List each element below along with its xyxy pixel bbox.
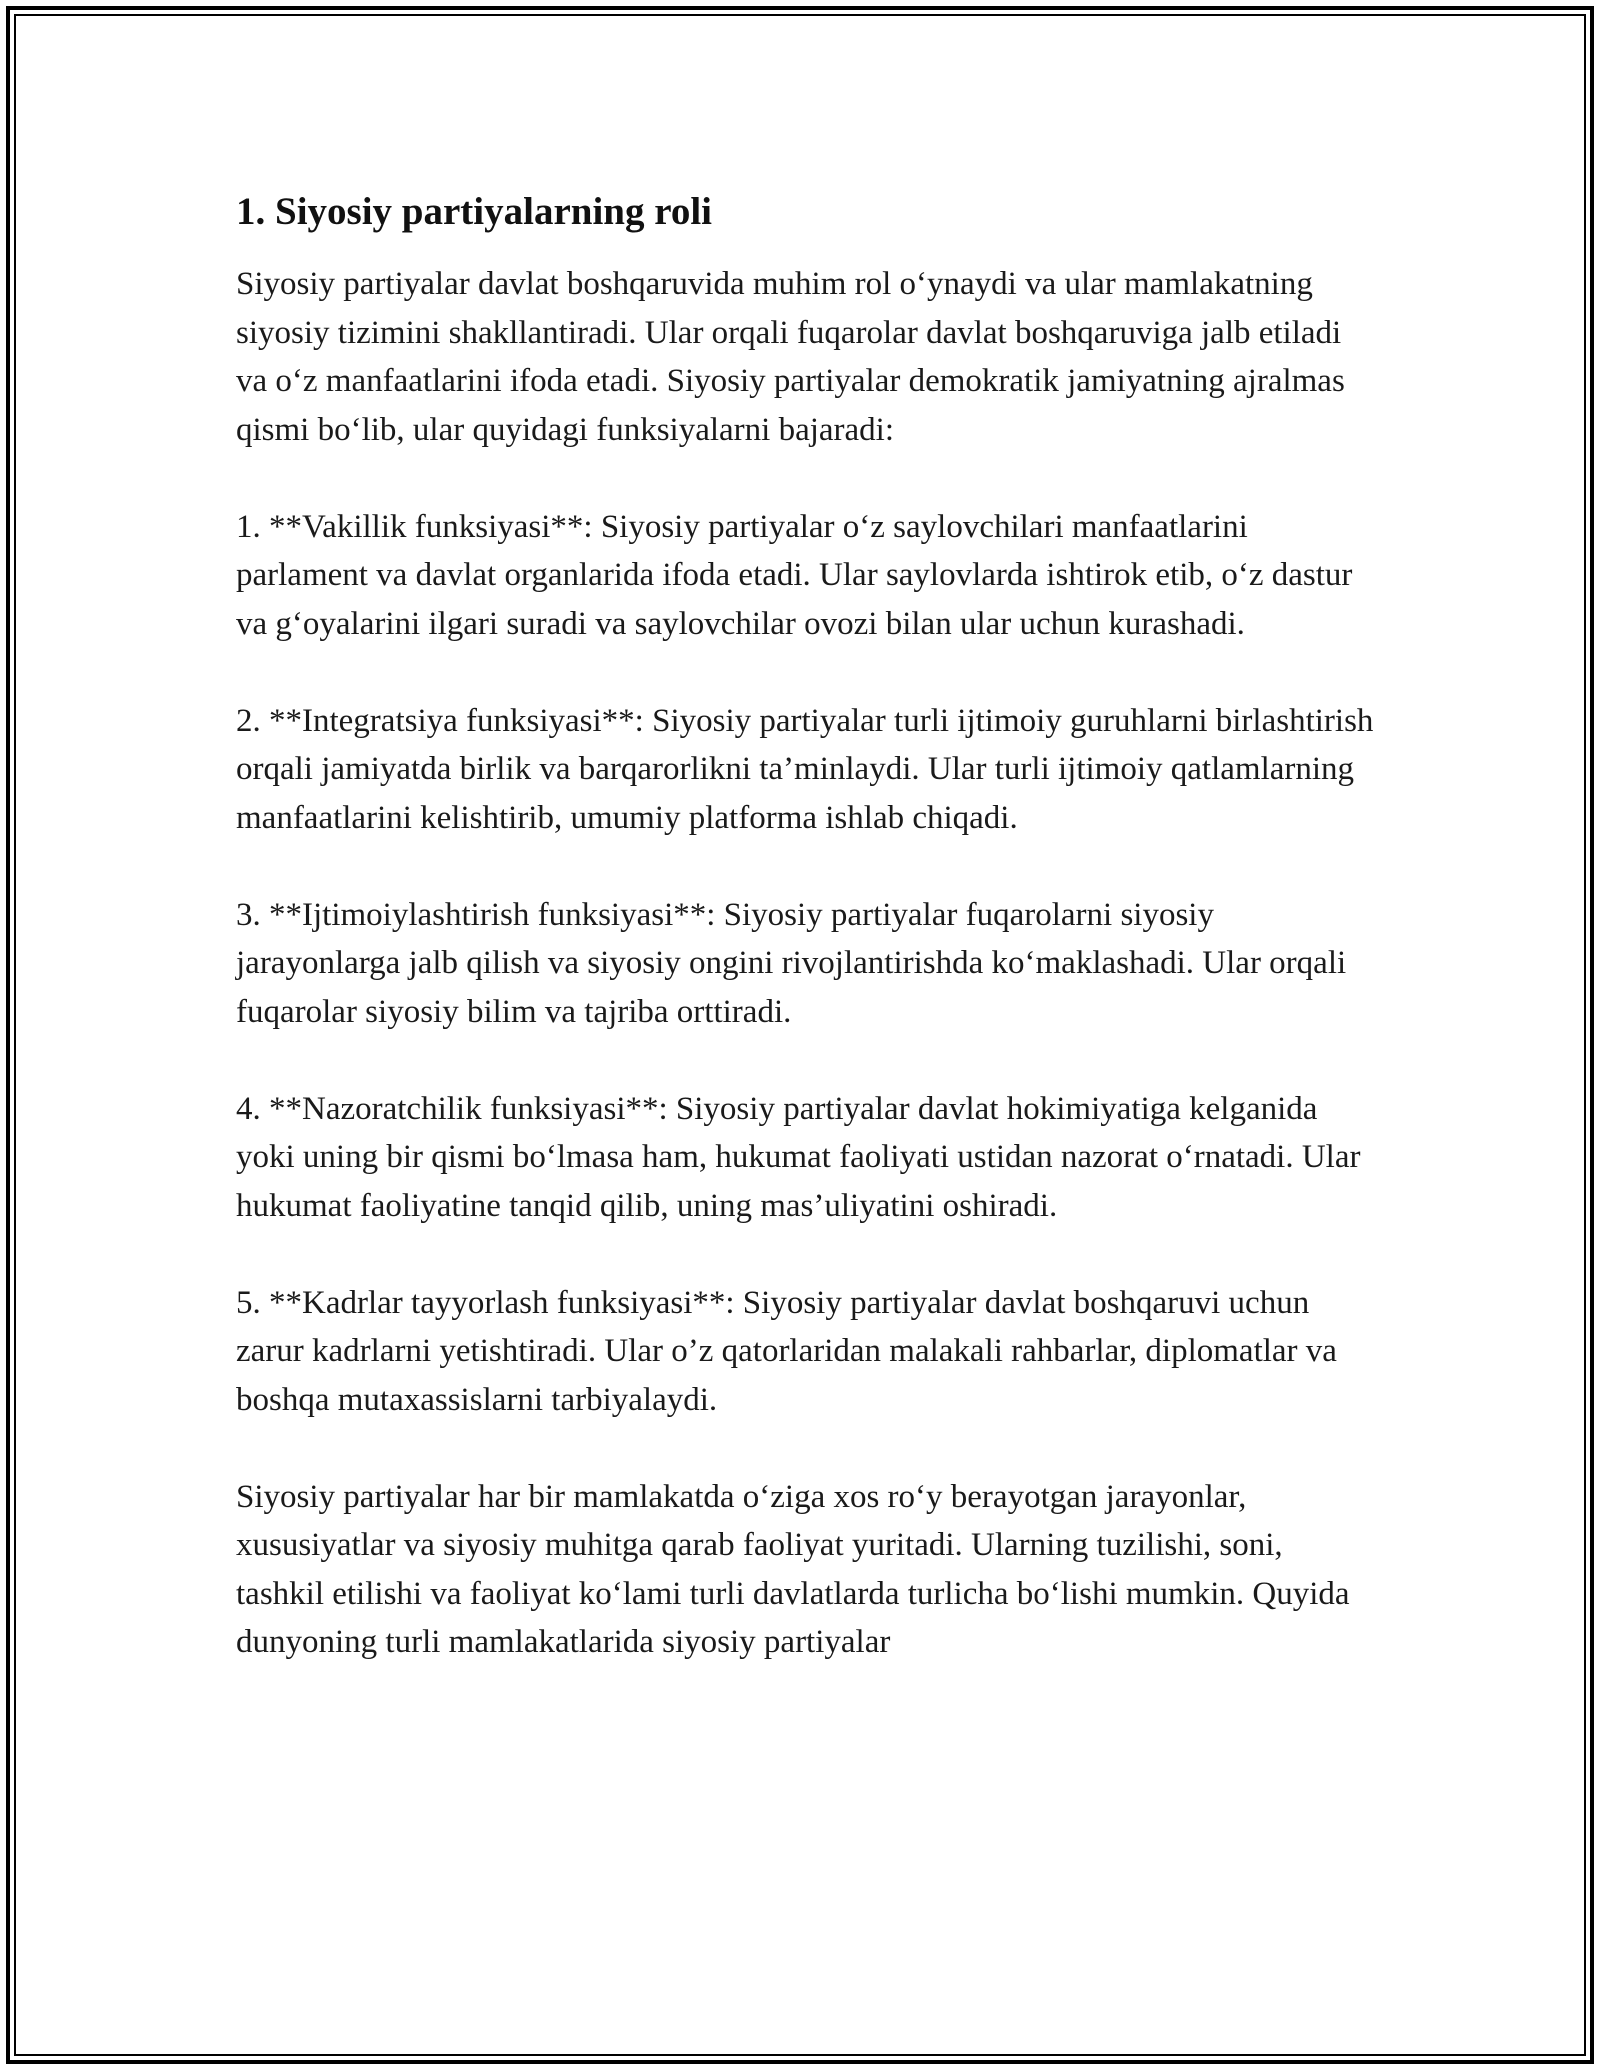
list-item-paragraph: 3. **Ijtimoiylashtirish funksiyasi**: Siyosiy partiyalar fuqarolarni siyosiy jarayonlarga jalb qilish va siyosiy ongini rivojlantirishda ko‘maklashadi. Ular orqali fuqarolar siyosiy bilim va tajriba orttiradi. — [236, 896, 1347, 1030]
list-item-paragraph: 4. **Nazoratchilik funksiyasi**: Siyosiy partiyalar davlat hokimiyatiga kelganida yoki uning bir qismi bo‘lmasa ham, hukumat faoliyati ustidan nazorat o‘rnatadi. Ular hukumat faoliyatine tanqid qilib, uning mas’uliyatini oshiradi. — [236, 1090, 1361, 1224]
list-item-paragraph: 5. **Kadrlar tayyorlash funksiyasi**: Siyosiy partiyalar davlat boshqaruvi uchun zarur kadrlarni yetishtiradi. Ular o’z qatorlaridan malakali rahbarlar, diplomatlar va boshqa mutaxassislarni tarbiyalaydi. — [236, 1284, 1337, 1418]
intro-paragraph: Siyosiy partiyalar davlat boshqaruvida muhim rol o‘ynaydi va ular mamlakatning siyosiy tizimini shakllantiradi. Ular orqali fuqarolar davlat boshqaruviga jalb etiladi va o‘z manfaatlarini ifoda etadi. Siyosiy partiyalar demokratik jamiyatning ajralmas qismi bo‘lib, ular quyidagi funksiyalarni bajaradi: — [236, 266, 1345, 448]
document-body — [236, 184, 1376, 1667]
closing-paragraph: Siyosiy partiyalar har bir mamlakatda o‘ziga xos ro‘y berayotgan jarayonlar, xususiyatlar va siyosiy muhitga qarab faoliyat yuritadi. Ularning tuzilishi, soni, tashkil etilishi va faoliyat ko‘lami turli davlatlarda turlicha bo‘lishi mumkin. Quyida dunyoning turli mamlakatlarida siyosiy partiyalar — [236, 1478, 1350, 1660]
section-heading: 1. Siyosiy partiyalarning roli — [236, 190, 712, 233]
list-item-paragraph: 1. **Vakillik funksiyasi**: Siyosiy partiyalar o‘z saylovchilari manfaatlarini parlament va davlat organlarida ifoda etadi. Ular saylovlarda ishtirok etib, o‘z dastur va g‘oyalarini ilgari suradi va saylovchilar ovozi bilan ular uchun kurashadi. — [236, 508, 1353, 642]
list-item-paragraph: 2. **Integratsiya funksiyasi**: Siyosiy partiyalar turli ijtimoiy guruhlarni birlashtirish orqali jamiyatda birlik va barqarorlikni ta’minlaydi. Ular turli ijtimoiy qatlamlarning manfaatlarini kelishtirib, umumiy platforma ishlab chiqadi. — [236, 702, 1374, 836]
